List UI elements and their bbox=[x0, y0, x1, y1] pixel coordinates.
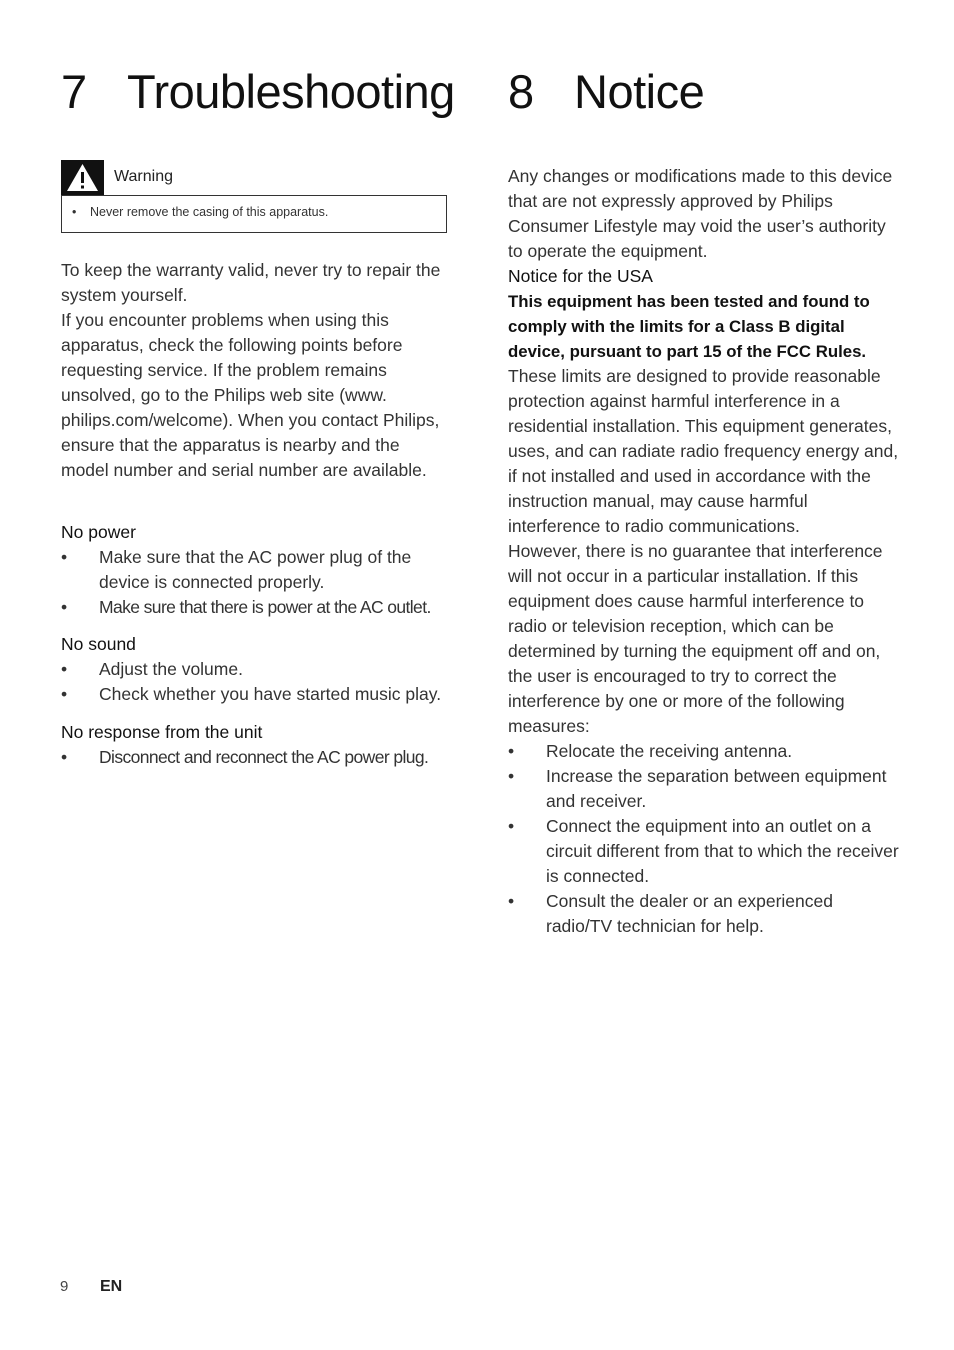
list-item bbox=[508, 814, 900, 889]
no-power-block bbox=[61, 520, 453, 620]
list-item bbox=[508, 764, 900, 814]
list-item bbox=[61, 545, 453, 595]
warning-label: Warning bbox=[114, 168, 173, 185]
bullet-icon: • bbox=[508, 891, 515, 911]
section-number: 8 bbox=[508, 65, 534, 118]
list-item-text: Adjust the volume. bbox=[99, 659, 243, 679]
fcc-statement: This equipment has been tested and found to comply with the limits for a Class B digital device, pursuant to part 15 of the FCC Rules. bbox=[508, 292, 870, 361]
no-power-heading: No power bbox=[61, 522, 136, 542]
warning-box bbox=[61, 195, 447, 233]
intro-paragraph-1: To keep the warranty valid, never try to repair the system yourself. bbox=[61, 260, 441, 305]
guarantee-paragraph: However, there is no guarantee that interference will not occur in a particular installation. If this equipment does cause harmful interference to radio or television reception, which can be determined by turning the equipment off and on, the user is encouraged to try to correct the interference by one or more of the following measures: bbox=[508, 541, 883, 736]
list-item bbox=[508, 889, 900, 939]
bullet-icon: • bbox=[508, 766, 515, 786]
list-item bbox=[508, 739, 900, 764]
warning-triangle-icon bbox=[61, 160, 104, 195]
bullet-icon: • bbox=[61, 597, 67, 617]
notice-title bbox=[508, 62, 704, 122]
page-number: 9 bbox=[60, 1278, 69, 1295]
notice-body bbox=[508, 164, 900, 939]
list-item-text: Make sure that the AC power plug of the device is connected properly. bbox=[99, 547, 412, 592]
usa-heading: Notice for the USA bbox=[508, 266, 653, 286]
warning-header bbox=[61, 160, 447, 195]
list-item-text: Increase the separation between equipment and receiver. bbox=[546, 766, 887, 811]
bullet-icon: • bbox=[61, 547, 68, 567]
limits-paragraph: These limits are designed to provide reasonable protection against harmful interference in a residential installation. This equipment generates, uses, and can radiate radio frequency energy and, if not installed and used in accordance with the instruction manual, may cause harmful interference to radio communications. bbox=[508, 366, 899, 536]
list-item-text: Make sure that there is power at the AC outlet. bbox=[99, 597, 431, 617]
list-item-text: Consult the dealer or an experienced radio/TV technician for help. bbox=[546, 891, 833, 936]
no-sound-block bbox=[61, 632, 453, 707]
section-title-text: Notice bbox=[574, 65, 705, 118]
bullet-icon: • bbox=[61, 659, 68, 679]
section-number: 7 bbox=[61, 65, 87, 118]
list-item-text: Check whether you have started music play. bbox=[99, 684, 442, 704]
no-sound-heading: No sound bbox=[61, 634, 136, 654]
list-item bbox=[61, 682, 453, 707]
troubleshooting-intro bbox=[61, 258, 449, 483]
bullet-icon: • bbox=[61, 684, 68, 704]
warning-item bbox=[72, 205, 328, 219]
measures-list bbox=[508, 739, 900, 939]
list-item-text: Disconnect and reconnect the AC power plug. bbox=[99, 747, 429, 767]
section-title-text: Troubleshooting bbox=[127, 65, 455, 118]
list-item-text: Connect the equipment into an outlet on a circuit different from that to which the receiver is connected. bbox=[546, 816, 899, 886]
list-item bbox=[61, 595, 453, 620]
bullet-icon: • bbox=[61, 747, 67, 767]
bullet-icon: • bbox=[508, 816, 515, 836]
intro-paragraph-2: If you encounter problems when using this apparatus, check the following points before requesting service. If the problem remains unsolved, go to the Philips web site (www. philips.com/welcome). When you contact Philips, ensure that the apparatus is nearby and the model number and serial number are available. bbox=[61, 310, 440, 480]
no-response-block bbox=[61, 720, 453, 770]
list-item bbox=[61, 745, 453, 770]
page-footer bbox=[60, 1278, 122, 1296]
list-item-text: Relocate the receiving antenna. bbox=[546, 741, 793, 761]
language-code: EN bbox=[100, 1278, 123, 1295]
bullet-icon: • bbox=[508, 741, 515, 761]
no-response-heading: No response from the unit bbox=[61, 722, 263, 742]
list-item bbox=[61, 657, 453, 682]
bullet-icon: • bbox=[72, 205, 77, 219]
notice-intro: Any changes or modifications made to this device that are not expressly approved by Philips Consumer Lifestyle may void the user’s authority to operate the equipment. bbox=[508, 166, 893, 261]
warning-item-text: Never remove the casing of this apparatus. bbox=[90, 205, 329, 219]
troubleshooting-title bbox=[61, 62, 455, 122]
